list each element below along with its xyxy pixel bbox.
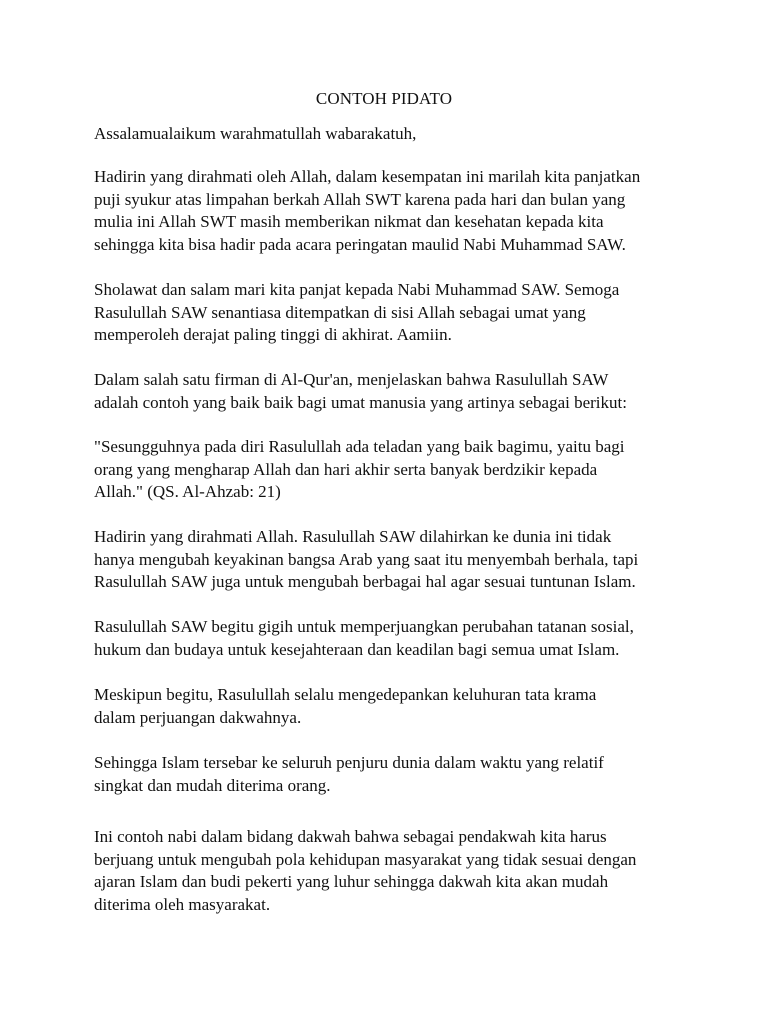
paragraph-line: adalah contoh yang baik baik bagi umat manusia yang artinya sebagai berikut: — [94, 392, 627, 412]
paragraph-line: orang yang mengharap Allah dan hari akhir serta banyak berdzikir kepada — [94, 459, 598, 479]
paragraph-line: hanya mengubah keyakinan bangsa Arab yang saat itu menyembah berhala, tapi — [94, 549, 639, 569]
paragraph-line: Allah." (QS. Al-Ahzab: 21) — [94, 482, 281, 502]
paragraph-keluhuran — [94, 684, 694, 729]
paragraph-line: Rasulullah SAW begitu gigih untuk memperjuangkan perubahan tatanan sosial, — [94, 617, 634, 636]
paragraph-line: mulia ini Allah SWT masih memberikan nikmat dan kesehatan kepada kita — [94, 212, 604, 232]
paragraph-sholawat — [94, 279, 694, 347]
paragraph-opening — [94, 166, 694, 256]
paragraph-line: memperoleh derajat paling tinggi di akhirat. Aamiin. — [94, 325, 452, 345]
paragraph-line: ajaran Islam dan budi pekerti yang luhur sehingga dakwah kita akan mudah — [94, 872, 609, 892]
paragraph-line: Hadirin yang dirahmati oleh Allah, dalam kesempatan ini marilah kita panjatkan — [94, 167, 641, 186]
paragraph-firman — [94, 369, 694, 414]
paragraph-line: "Sesungguhnya pada diri Rasulullah ada teladan yang baik bagimu, yaitu bagi — [94, 437, 625, 456]
paragraph-line: Dalam salah satu firman di Al-Qur'an, menjelaskan bahwa Rasulullah SAW — [94, 370, 609, 389]
paragraph-line: Meskipun begitu, Rasulullah selalu mengedepankan keluhuran tata krama — [94, 685, 597, 704]
paragraph-line: berjuang untuk mengubah pola kehidupan masyarakat yang tidak sesuai dengan — [94, 849, 637, 869]
paragraph-line: Rasulullah SAW senantiasa ditempatkan di sisi Allah sebagai umat yang — [94, 302, 586, 322]
paragraph-gigih — [94, 616, 694, 661]
paragraph-line: dalam perjuangan dakwahnya. — [94, 707, 302, 727]
paragraph-line: hukum dan budaya untuk kesejahteraan dan keadilan bagi semua umat Islam. — [94, 639, 620, 659]
document-title: CONTOH PIDATO — [315, 89, 453, 108]
paragraph-line: puji syukur atas limpahan berkah Allah SWT karena pada hari dan bulan yang — [94, 189, 626, 209]
paragraph-line: singkat dan mudah diterima orang. — [94, 775, 331, 795]
paragraph-line: Sehingga Islam tersebar ke seluruh penjuru dunia dalam waktu yang relatif — [94, 753, 604, 772]
paragraph-line: Hadirin yang dirahmati Allah. Rasulullah SAW dilahirkan ke dunia ini tidak — [94, 527, 612, 546]
paragraph-line: diterima oleh masyarakat. — [94, 894, 271, 914]
greeting-line: Assalamualaikum warahmatullah wabarakatuh, — [94, 124, 417, 143]
paragraph-quote — [94, 436, 694, 504]
paragraph-contoh-nabi — [94, 826, 694, 916]
paragraph-rasulullah-lahir — [94, 526, 694, 594]
paragraph-tersebar — [94, 752, 694, 797]
paragraph-line: Sholawat dan salam mari kita panjat kepada Nabi Muhammad SAW. Semoga — [94, 280, 620, 299]
paragraph-line: Rasulullah SAW juga untuk mengubah berbagai hal agar sesuai tuntunan Islam. — [94, 572, 636, 592]
paragraph-line: Ini contoh nabi dalam bidang dakwah bahwa sebagai pendakwah kita harus — [94, 827, 607, 846]
paragraph-line: sehingga kita bisa hadir pada acara peringatan maulid Nabi Muhammad SAW. — [94, 234, 626, 254]
